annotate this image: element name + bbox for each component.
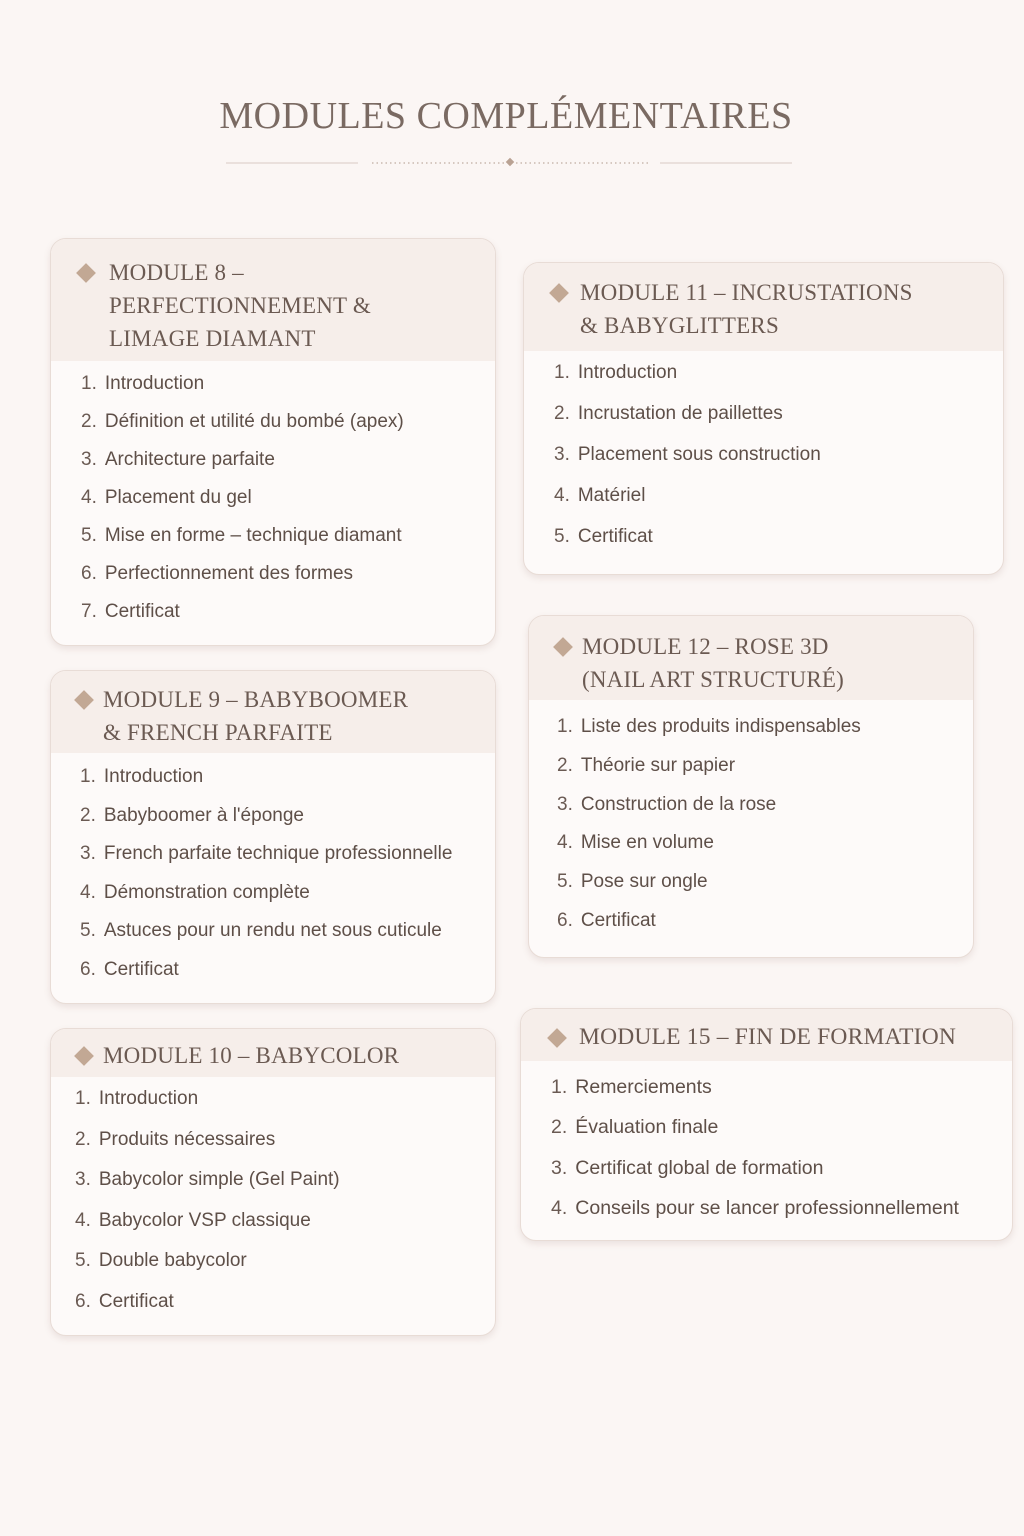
item-label: Placement sous construction xyxy=(577,444,821,465)
item-label: Remerciements xyxy=(575,1076,712,1098)
list-item xyxy=(557,867,973,906)
list-item xyxy=(551,1072,1012,1112)
list-item xyxy=(80,801,495,840)
item-label: Double babycolor xyxy=(98,1250,247,1272)
item-label: Babycolor simple (Gel Paint) xyxy=(98,1169,340,1191)
item-label: Introduction xyxy=(577,362,678,383)
item-label: Matériel xyxy=(577,485,646,506)
item-number: 2. xyxy=(551,1116,568,1139)
page-title: MODULES COMPLÉMENTAIRES xyxy=(219,95,793,137)
module-15-item-list xyxy=(521,1061,1012,1233)
item-number: 7. xyxy=(81,601,97,622)
item-number: 3. xyxy=(75,1169,91,1191)
item-label: Construction de la rose xyxy=(580,793,777,815)
list-item xyxy=(80,916,495,955)
item-number: 3. xyxy=(554,444,570,465)
item-number: 3. xyxy=(557,793,573,815)
module-title-line: MODULE 10 – BABYCOLOR xyxy=(103,1043,400,1068)
list-item xyxy=(80,762,495,801)
item-number: 4. xyxy=(557,832,573,854)
item-number: 1. xyxy=(557,716,573,737)
item-label: Certificat global de formation xyxy=(575,1156,824,1179)
module-15-header xyxy=(521,1009,1012,1061)
list-item xyxy=(81,521,495,559)
item-label: Conseils pour se lancer professionnellement xyxy=(575,1196,959,1219)
item-label: Mise en forme – technique diamant xyxy=(104,525,402,546)
module-8-header xyxy=(51,239,495,361)
list-item xyxy=(551,1112,1012,1152)
item-label: Introduction xyxy=(98,1088,199,1109)
module-12-card xyxy=(528,615,974,958)
item-number: 1. xyxy=(81,373,97,394)
list-item xyxy=(554,522,1003,563)
module-title-line: MODULE 9 – BABYBOOMER xyxy=(103,687,409,712)
module-8-item-list xyxy=(51,361,495,635)
module-title-line: MODULE 8 – xyxy=(109,260,244,285)
module-8-card xyxy=(50,238,496,646)
item-number: 5. xyxy=(80,920,96,941)
item-number: 4. xyxy=(81,487,97,508)
item-number: 3. xyxy=(81,449,97,470)
item-number: 4. xyxy=(80,881,96,903)
item-label: French parfaite technique professionnelle xyxy=(103,843,453,864)
list-item xyxy=(81,483,495,521)
diamond-icon xyxy=(74,690,94,710)
item-number: 2. xyxy=(557,754,573,776)
list-item xyxy=(554,399,1003,440)
module-12-item-list xyxy=(529,700,973,945)
module-10-item-list xyxy=(51,1077,495,1328)
list-item xyxy=(75,1125,495,1166)
module-title-line: MODULE 11 – INCRUSTATIONS xyxy=(580,280,913,305)
item-number: 1. xyxy=(554,362,570,383)
diamond-icon xyxy=(74,1046,94,1066)
item-number: 4. xyxy=(75,1209,91,1231)
item-number: 2. xyxy=(80,804,96,826)
module-title-line: LIMAGE DIAMANT xyxy=(109,326,316,351)
list-item xyxy=(80,878,495,917)
item-number: 5. xyxy=(554,526,570,547)
module-11-card xyxy=(523,262,1004,575)
list-item xyxy=(75,1206,495,1247)
list-item xyxy=(557,906,973,945)
item-label: Architecture parfaite xyxy=(104,449,275,470)
diamond-icon xyxy=(553,637,573,657)
item-number: 5. xyxy=(81,525,97,546)
module-12-header xyxy=(529,616,973,700)
item-label: Perfectionnement des formes xyxy=(104,563,354,584)
item-label: Certificat xyxy=(98,1290,174,1312)
item-number: 1. xyxy=(551,1076,568,1098)
module-15-card xyxy=(520,1008,1013,1241)
diamond-icon xyxy=(549,283,569,303)
item-label: Introduction xyxy=(103,766,204,787)
item-label: Certificat xyxy=(580,909,656,931)
item-number: 3. xyxy=(551,1156,568,1179)
module-9-item-list xyxy=(51,753,495,993)
list-item xyxy=(81,597,495,635)
item-label: Babycolor VSP classique xyxy=(98,1209,311,1231)
item-number: 2. xyxy=(81,411,97,432)
item-label: Introduction xyxy=(104,373,205,394)
module-title-line: MODULE 12 – ROSE 3D xyxy=(582,634,829,659)
list-item xyxy=(75,1287,495,1328)
list-item xyxy=(81,559,495,597)
module-title-line: (NAIL ART STRUCTURÉ) xyxy=(582,667,845,692)
item-label: Babyboomer à l'éponge xyxy=(103,804,304,826)
item-label: Définition et utilité du bombé (apex) xyxy=(104,411,404,432)
item-number: 3. xyxy=(80,843,96,864)
diamond-icon xyxy=(76,263,96,283)
list-item xyxy=(557,828,973,867)
list-item xyxy=(557,790,973,829)
list-item xyxy=(75,1084,495,1125)
item-number: 1. xyxy=(75,1088,91,1109)
list-item xyxy=(557,712,973,751)
item-label: Astuces pour un rendu net sous cuticule xyxy=(103,920,442,941)
list-item xyxy=(80,839,495,878)
item-label: Certificat xyxy=(104,601,180,622)
list-item xyxy=(80,955,495,994)
item-number: 2. xyxy=(554,403,570,424)
item-label: Produits nécessaires xyxy=(98,1128,276,1150)
item-number: 6. xyxy=(75,1290,91,1312)
item-number: 6. xyxy=(557,909,573,931)
module-11-header xyxy=(524,263,1003,351)
module-title-line: & FRENCH PARFAITE xyxy=(103,720,333,745)
item-label: Placement du gel xyxy=(104,487,252,508)
item-label: Liste des produits indispensables xyxy=(580,716,861,737)
item-number: 6. xyxy=(81,563,97,584)
module-11-item-list xyxy=(524,351,1003,563)
list-item xyxy=(81,445,495,483)
list-item xyxy=(551,1193,1012,1233)
list-item xyxy=(551,1153,1012,1193)
list-item xyxy=(554,358,1003,399)
list-item xyxy=(557,751,973,790)
item-label: Mise en volume xyxy=(580,832,714,854)
item-label: Certificat xyxy=(577,526,653,547)
item-number: 1. xyxy=(80,766,96,787)
item-number: 2. xyxy=(75,1128,91,1150)
module-title-line: & BABYGLITTERS xyxy=(580,313,779,338)
item-label: Démonstration complète xyxy=(103,881,310,903)
list-item xyxy=(554,440,1003,481)
diamond-icon xyxy=(547,1028,567,1048)
item-number: 6. xyxy=(80,958,96,980)
item-label: Incrustation de paillettes xyxy=(577,403,783,424)
item-label: Certificat xyxy=(103,958,179,980)
module-10-header xyxy=(51,1029,495,1077)
module-9-card xyxy=(50,670,496,1004)
item-label: Théorie sur papier xyxy=(580,754,736,776)
list-item xyxy=(81,369,495,407)
item-number: 5. xyxy=(75,1250,91,1272)
item-number: 4. xyxy=(551,1196,568,1219)
module-9-header xyxy=(51,671,495,753)
title-divider xyxy=(226,156,792,170)
item-label: Évaluation finale xyxy=(575,1116,719,1139)
item-number: 4. xyxy=(554,485,570,506)
module-title-line: PERFECTIONNEMENT & xyxy=(109,293,371,318)
module-title-line: MODULE 15 – FIN DE FORMATION xyxy=(579,1024,957,1050)
module-10-card xyxy=(50,1028,496,1336)
item-number: 5. xyxy=(557,871,573,893)
list-item xyxy=(75,1165,495,1206)
item-label: Pose sur ongle xyxy=(580,871,708,893)
list-item xyxy=(81,407,495,445)
list-item xyxy=(75,1246,495,1287)
list-item xyxy=(554,481,1003,522)
